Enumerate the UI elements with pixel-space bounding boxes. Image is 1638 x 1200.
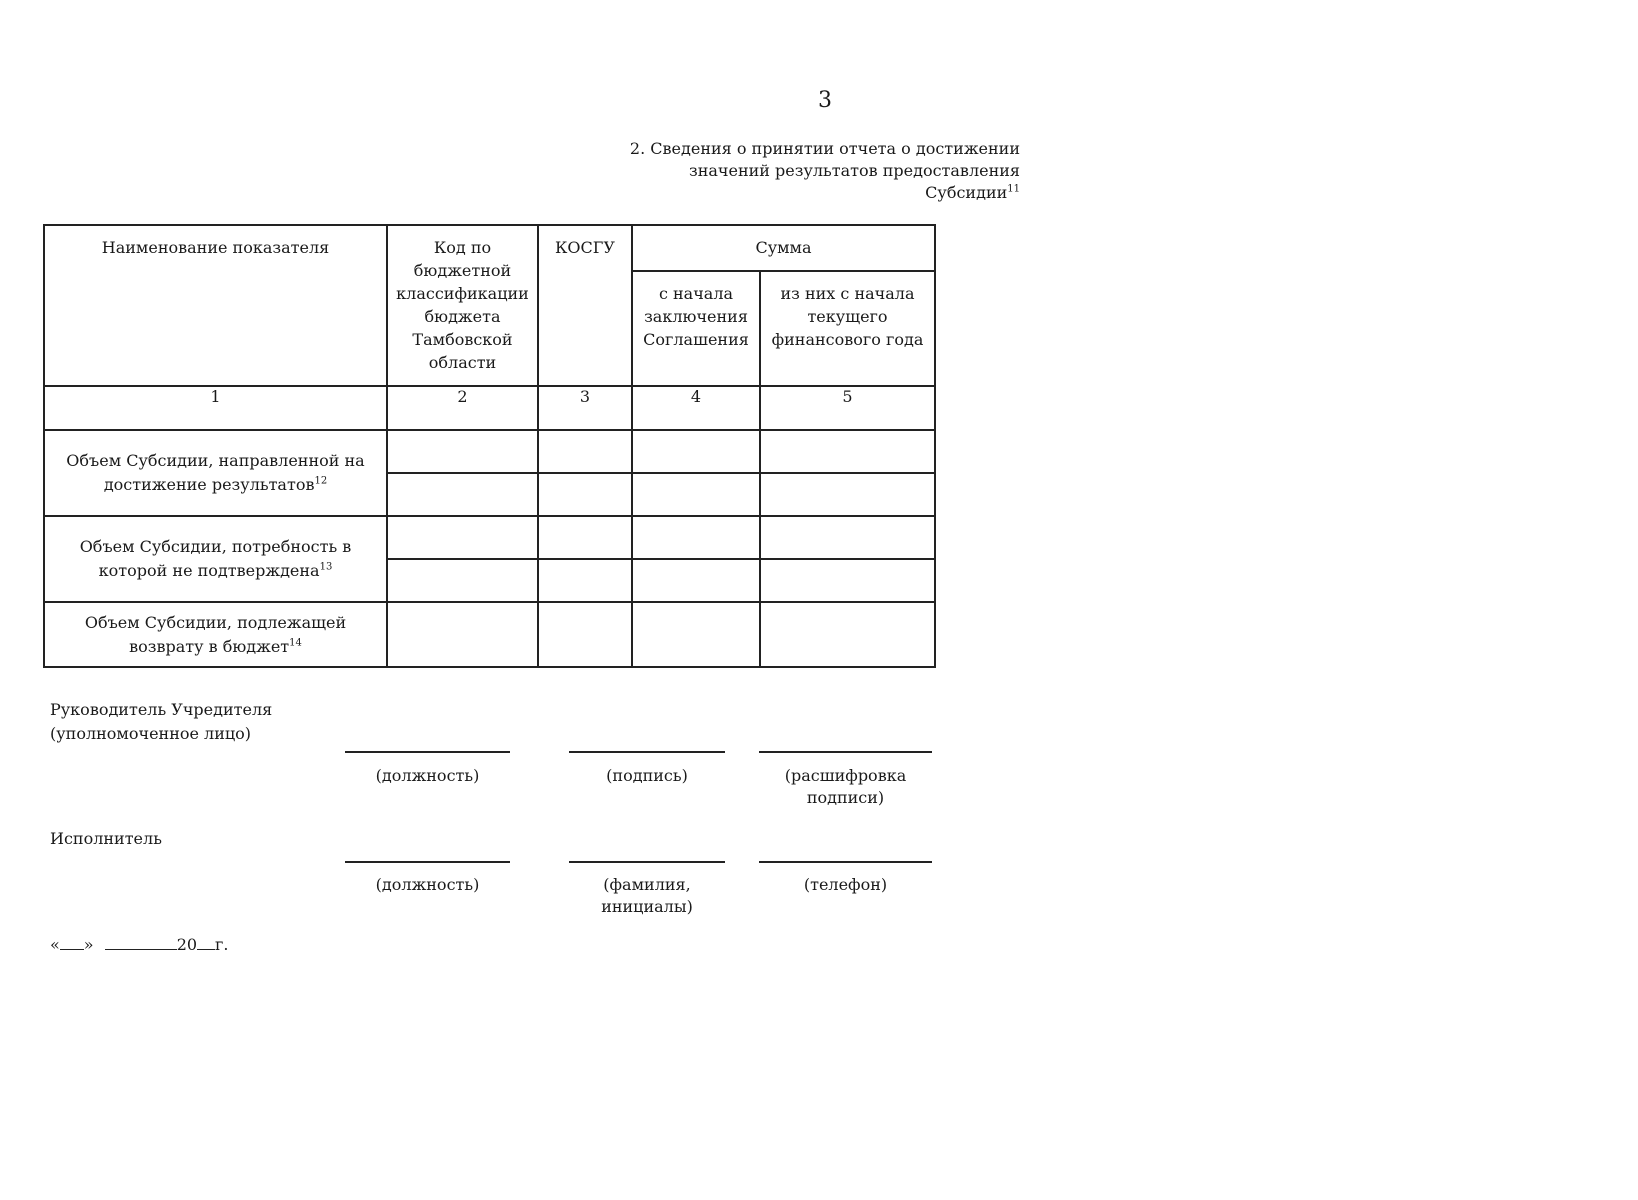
head-label-line-2: (уполномоченное лицо) bbox=[50, 724, 252, 743]
executor-label: Исполнитель bbox=[50, 829, 162, 848]
header-row-1 bbox=[44, 225, 935, 271]
executor-position-caption: (должность) bbox=[375, 875, 480, 894]
month-blank[interactable] bbox=[105, 935, 177, 950]
section-title-line-2: значений результатов предоставления bbox=[688, 161, 1020, 180]
header-indicator: Наименование показателя bbox=[44, 225, 387, 386]
year-suffix: г. bbox=[215, 935, 229, 954]
table-cell[interactable] bbox=[632, 430, 760, 473]
table-cell[interactable] bbox=[538, 559, 632, 602]
column-numbers-row bbox=[44, 386, 935, 430]
table-cell[interactable] bbox=[387, 473, 538, 516]
table-cell[interactable] bbox=[387, 430, 538, 473]
executor-name-line[interactable] bbox=[569, 861, 725, 863]
table-cell[interactable] bbox=[387, 516, 538, 559]
table-cell[interactable] bbox=[538, 430, 632, 473]
table-cell[interactable] bbox=[632, 516, 760, 559]
executor-phone-caption: (телефон) bbox=[803, 875, 888, 894]
column-number: 3 bbox=[538, 386, 632, 430]
footnote-ref: 12 bbox=[314, 475, 328, 487]
footnote-ref: 11 bbox=[1007, 183, 1020, 195]
table-cell[interactable] bbox=[387, 602, 538, 667]
table-cell[interactable] bbox=[760, 559, 935, 602]
page-number: 3 bbox=[818, 88, 832, 113]
footnote-ref: 14 bbox=[289, 637, 302, 649]
table-cell[interactable] bbox=[760, 602, 935, 667]
day-blank[interactable] bbox=[60, 935, 84, 950]
head-label-line-1: Руководитель Учредителя bbox=[50, 700, 273, 719]
head-position-caption: (должность) bbox=[375, 766, 480, 785]
year-blank[interactable] bbox=[197, 935, 215, 950]
head-position-line[interactable] bbox=[345, 751, 510, 753]
date-close-quote: » bbox=[83, 935, 94, 954]
header-budget-code: Код по бюджетной классификации бюджета Тамбовской области bbox=[387, 225, 538, 386]
header-sum: Сумма bbox=[632, 225, 935, 271]
header-sum-current-year: из них с начала текущего финансового года bbox=[760, 271, 935, 386]
table-cell[interactable] bbox=[387, 559, 538, 602]
column-number: 4 bbox=[632, 386, 760, 430]
table-cell[interactable] bbox=[632, 602, 760, 667]
section-title-line-1: 2. Сведения о принятии отчета о достижении bbox=[629, 139, 1020, 158]
executor-name-caption-line-2: инициалы) bbox=[601, 897, 693, 916]
header-sum-since-agreement: с начала заключения Соглашения bbox=[632, 271, 760, 386]
section-title-line-3 bbox=[610, 182, 1020, 204]
head-signature-caption: (подпись) bbox=[606, 766, 688, 785]
executor-phone-line[interactable] bbox=[759, 861, 932, 863]
column-number: 2 bbox=[387, 386, 538, 430]
head-label bbox=[50, 698, 350, 746]
header-kosgu: КОСГУ bbox=[538, 225, 632, 386]
column-number: 1 bbox=[44, 386, 387, 430]
row-label-text: Объем Субсидии, потребность в которой не подтверждена bbox=[79, 537, 352, 580]
report-table bbox=[43, 224, 936, 668]
head-decoding-caption bbox=[759, 765, 932, 809]
executor-name-caption-line-1: (фамилия, bbox=[603, 875, 691, 894]
table-cell[interactable] bbox=[760, 516, 935, 559]
year-prefix: 20 bbox=[176, 935, 198, 954]
table-cell[interactable] bbox=[632, 473, 760, 516]
executor-name-caption bbox=[569, 874, 725, 918]
table-row bbox=[44, 602, 935, 667]
section-title-line-3-text: Субсидии bbox=[925, 183, 1008, 202]
table-cell[interactable] bbox=[538, 516, 632, 559]
table-row bbox=[44, 430, 935, 473]
head-decoding-caption-line-2: подписи) bbox=[806, 788, 885, 807]
row-label-text: Объем Субсидии, направленной на достижение результатов bbox=[66, 451, 365, 494]
head-signature-line[interactable] bbox=[569, 751, 725, 753]
row-label-unconfirmed bbox=[44, 516, 387, 602]
executor-position-line[interactable] bbox=[345, 861, 510, 863]
table-cell[interactable] bbox=[538, 473, 632, 516]
table-cell[interactable] bbox=[760, 473, 935, 516]
table-cell[interactable] bbox=[632, 559, 760, 602]
section-title bbox=[610, 138, 1020, 204]
row-label-text: Объем Субсидии, подлежащей возврату в бюджет bbox=[84, 612, 347, 656]
row-label-directed bbox=[44, 430, 387, 516]
date-line bbox=[50, 935, 310, 954]
row-label-return bbox=[44, 602, 387, 667]
head-decoding-line[interactable] bbox=[759, 751, 932, 753]
head-decoding-caption-line-1: (расшифровка bbox=[784, 766, 907, 785]
column-number: 5 bbox=[760, 386, 935, 430]
table-cell[interactable] bbox=[538, 602, 632, 667]
table-cell[interactable] bbox=[760, 430, 935, 473]
footnote-ref: 13 bbox=[319, 561, 333, 573]
date-open-quote: « bbox=[50, 935, 60, 954]
table-row bbox=[44, 516, 935, 559]
